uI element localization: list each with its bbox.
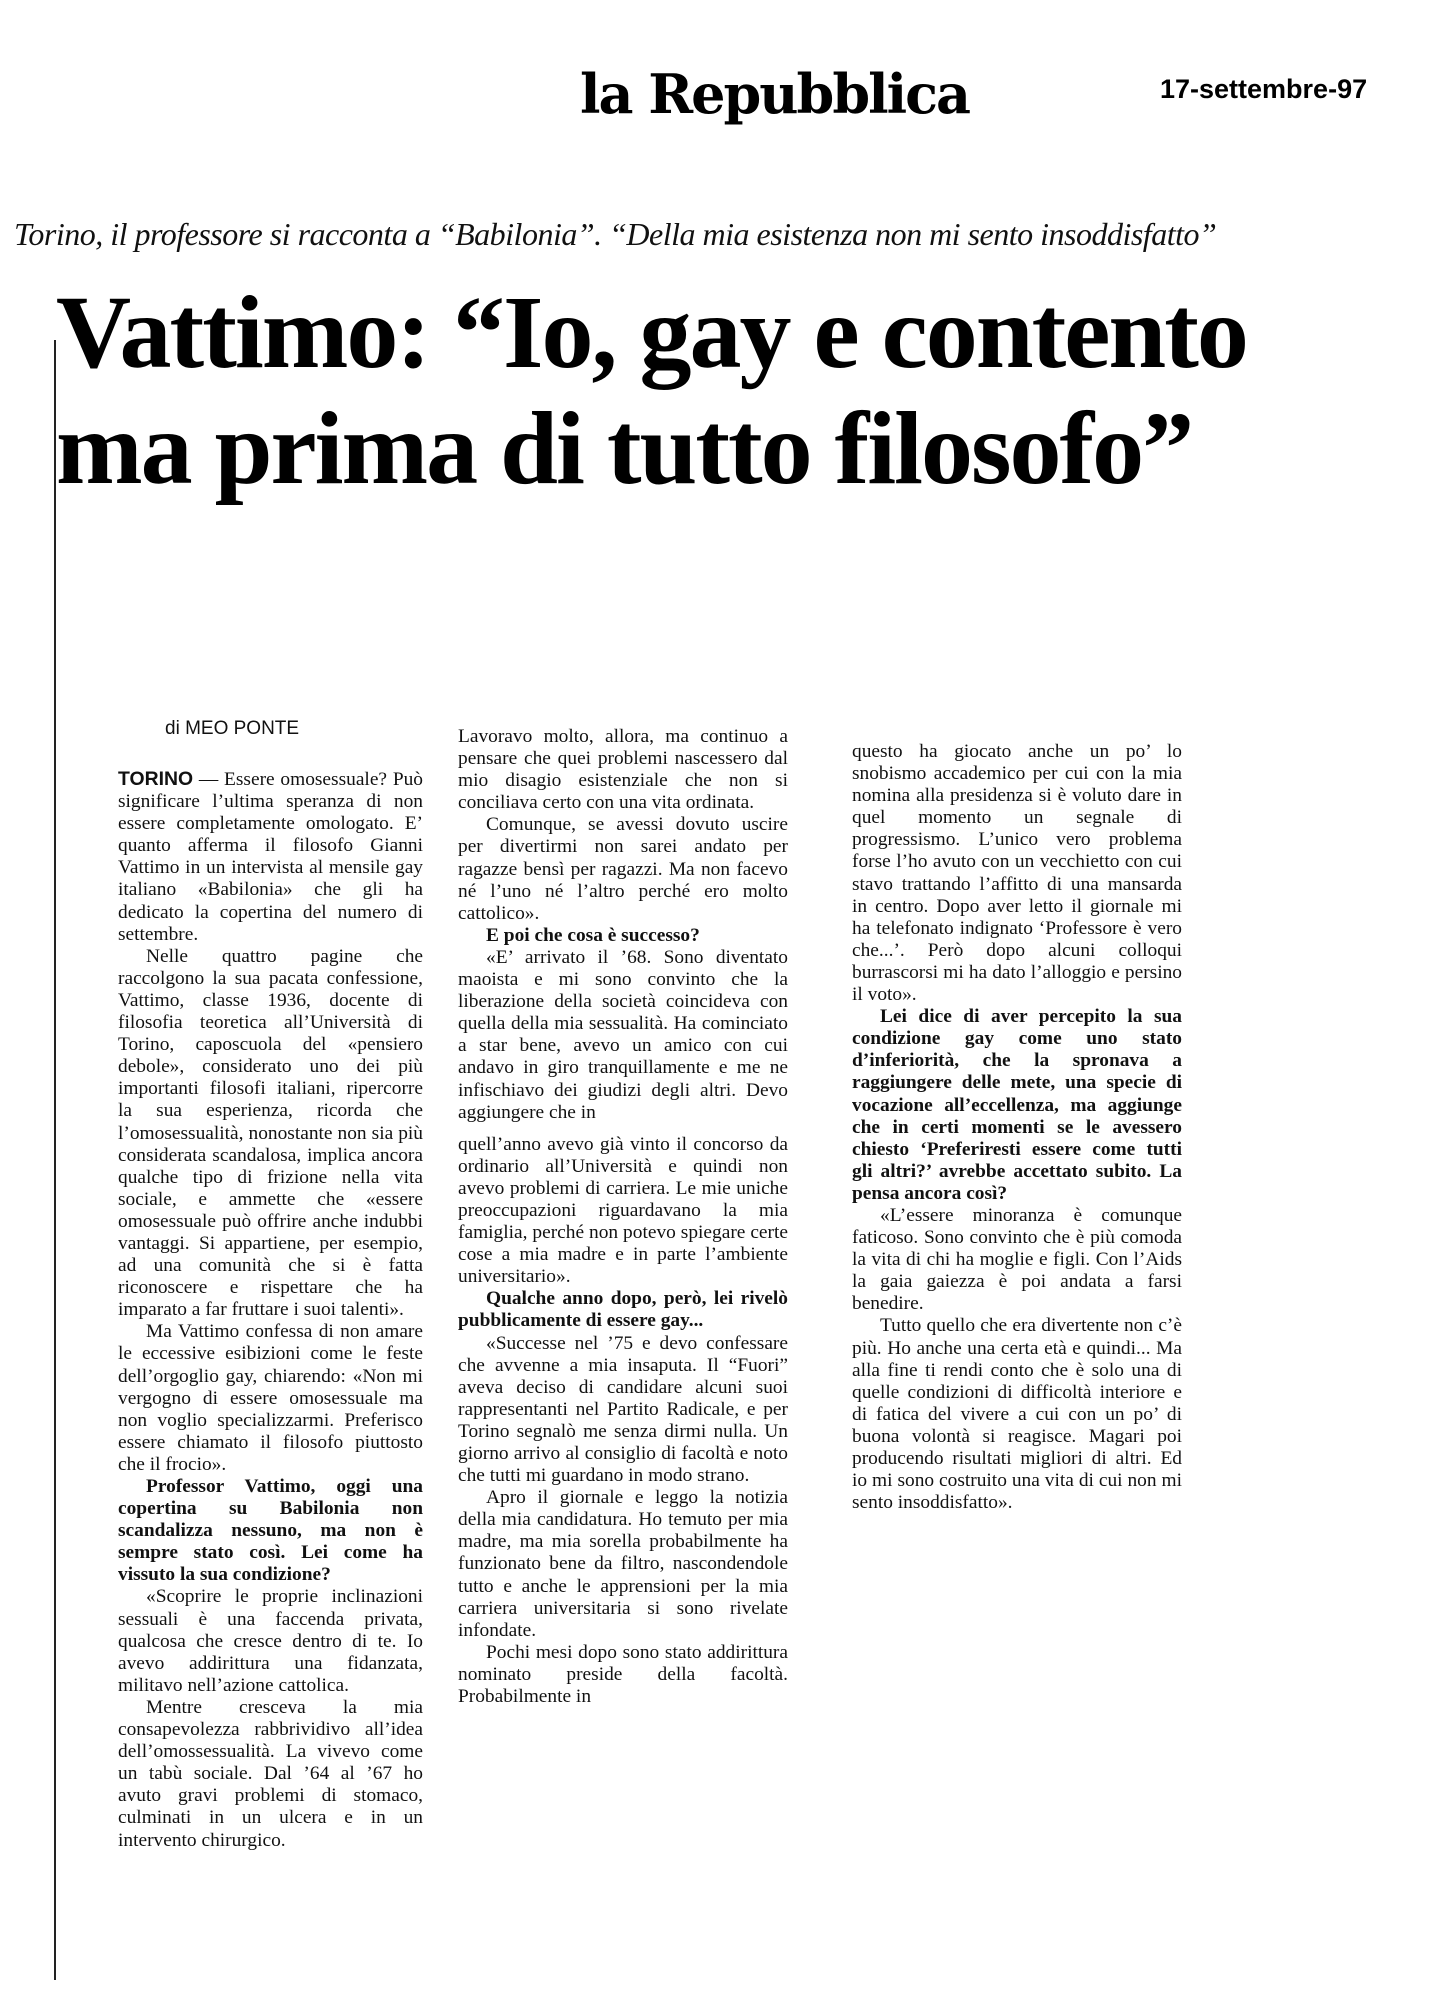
paragraph: Ma Vattimo confessa di non amare le eccessive esibizioni come le feste dell’orgoglio gay, chiarendo: «Non mi vergogno di essere omosessuale ma non voglio specializzarmi. Preferisco essere chiamato il filosofo piuttosto che il frocio». xyxy=(118,1321,423,1475)
paragraph: quell’anno avevo già vinto il concorso da ordinario all’Università e quindi non avevo problemi di carriera. Le mie uniche preoccupazioni riguardavano la mia famiglia, perché non potevo spiegare certe cose a mia madre e in parte l’ambiente universitario». xyxy=(458,1133,788,1288)
paragraph xyxy=(118,768,423,946)
column-break xyxy=(458,1124,788,1134)
byline: di MEO PONTE xyxy=(165,718,300,739)
interview-question: Qualche anno dopo, però, lei rivelò pubblicamente di essere gay... xyxy=(458,1288,788,1332)
paragraph: Lavoravo molto, allora, ma continuo a pensare che quei problemi nascessero dal mio disagio esistenziale che non si conciliava certo con una vita ordinata. xyxy=(458,726,788,814)
interview-question: E poi che cosa è successo? xyxy=(486,924,700,946)
article-column-2 xyxy=(458,726,788,1708)
paragraph: Nelle quattro pagine che raccolgono la sua pacata confessione, Vattimo, classe 1936, docente di filosofia teoretica all’Università di Torino, caposcuola del «pensiero debole», considerato uno dei più importanti filosofi italiani, ripercorre la sua esperienza, ricorda che l’omosessualità, nonostante non sia più considerata scandalosa, implica ancora qualche tipo di frizione nella vita sociale, e ammette che «essere omosessuale può offrire anche indubbi vantaggi. Si appartiene, per esempio, ad una comunità che si è fatta riconoscere e rispettare che ha imparato a far fruttare i suoi talenti». xyxy=(118,945,423,1321)
paragraph: Comunque, se avessi dovuto uscire per divertirmi non sarei andato per ragazze bensì per ragazzi. Ma non facevo né l’uno né l’altro perché ero molto cattolico». xyxy=(458,814,788,924)
paragraph: «E’ arrivato il ’68. Sono diventato maoista e mi sono convinto che la liberazione della società coincideva con quella della mia sessualità. Ha cominciato a star bene, avevo un amico con cui andavo in giro tranquillamente e me ne infischiavo dei giudizi degli altri. Devo aggiungere che in xyxy=(458,946,788,1123)
publication-date: 17-settembre-97 xyxy=(1160,74,1368,104)
headline-line-1: Vattimo: “Io, gay e contento xyxy=(56,275,1247,390)
dateline: TORINO xyxy=(118,768,194,790)
paragraph: «Successe nel ’75 e devo confessare che avvenne a mia insaputa. Il “Fuori” aveva deciso di candidare alcuni suoi rappresentanti nel Partito Radicale, e per Torino segnalò me senza dirmi nulla. Un giorno arrivo al consiglio di facoltà e noto che tutti mi guardano in modo strano. xyxy=(458,1332,788,1487)
paragraph-text: — Essere omosessuale? Può significare l’ultima speranza di non essere completamente omologato. E’ quanto afferma il filosofo Gianni Vattimo in un intervista al mensile gay italiano «Babilonia» che gli ha dedicato la copertina del numero di settembre. xyxy=(118,769,423,945)
paragraph: «L’essere minoranza è comunque faticoso. Sono convinto che è più comoda la vita di chi ha moglie e figli. Con l’Aids la gaia gaiezza è poi andata a farsi benedire. xyxy=(852,1204,1182,1315)
article-column-1 xyxy=(118,768,423,1852)
kicker: Torino, il professore si racconta a “Babilonia”. “Della mia esistenza non mi sento insoddisfatto” xyxy=(14,216,1217,252)
masthead: la Repubblica xyxy=(580,62,969,126)
paragraph: questo ha giocato anche un po’ lo snobismo accademico per cui con la mia nomina alla presidenza si è voluto dare in quel momento un segnale di progressismo. L’unico vero problema forse l’ho avuto con un vecchietto con cui stavo trattando l’affitto di una mansarda in centro. Dopo aver letto il giornale mi ha telefonato indignato ‘Professore è vero che...’. Però dopo alcuni colloqui burrascorsi mi ha dato l’alloggio e persino il voto». xyxy=(852,741,1182,1006)
article-column-3 xyxy=(852,741,1182,1514)
headline xyxy=(56,275,1396,507)
paragraph: «Scoprire le proprie inclinazioni sessuali è una faccenda privata, qualcosa che cresce dentro di te. Io avevo addirittura una fidanzata, militavo nell’azione cattolica. xyxy=(118,1586,423,1696)
paragraph: Apro il giornale e leggo la notizia della mia candidatura. Ho temuto per mia madre, ma mia sorella probabilmente ha funzionato bene da filtro, nascondendole tutto e anche le apprensioni per la mia carriera universitaria si sono rivelate infondate. xyxy=(458,1487,788,1641)
column-rule xyxy=(54,340,56,1980)
paragraph: Pochi mesi dopo sono stato addirittura nominato preside della facoltà. Probabilmente in xyxy=(458,1641,788,1708)
paragraph: Mentre cresceva la mia consapevolezza rabbrividivo all’idea dell’omossessualità. La vivevo come un tabù sociale. Dal ’64 al ’67 ho avuto gravi problemi di stomaco, culminati in un ulcera e in un intervento chirurgico. xyxy=(118,1696,423,1851)
paragraph: Tutto quello che era divertente non c’è più. Ho anche una certa età e quindi... Ma alla fine ti rendi conto che è solo una di quelle condizioni di difficoltà interiore e di fatica del vivere a cui con un po’ di buona volontà si reagisce. Magari poi producendo risultati migliori di altri. Ed io mi sono costruito una vita di cui non mi sento insoddisfatto». xyxy=(852,1315,1182,1514)
interview-question: Professor Vattimo, oggi una copertina su Babilonia non scandalizza nessuno, ma non è sempre stato così. Lei come ha vissuto la sua condizione? xyxy=(118,1476,423,1586)
interview-question: Lei dice di aver percepito la sua condizione gay come uno stato d’inferiorità, che la spronava a raggiungere delle mete, una specie di vocazione all’eccellenza, ma aggiunge che in certi momenti se le avessero chiesto ‘Preferiresti essere come tutti gli altri?’ avrebbe accettato subito. La pensa ancora così? xyxy=(852,1006,1182,1204)
headline-line-2: ma prima di tutto filosofo” xyxy=(56,391,1193,506)
